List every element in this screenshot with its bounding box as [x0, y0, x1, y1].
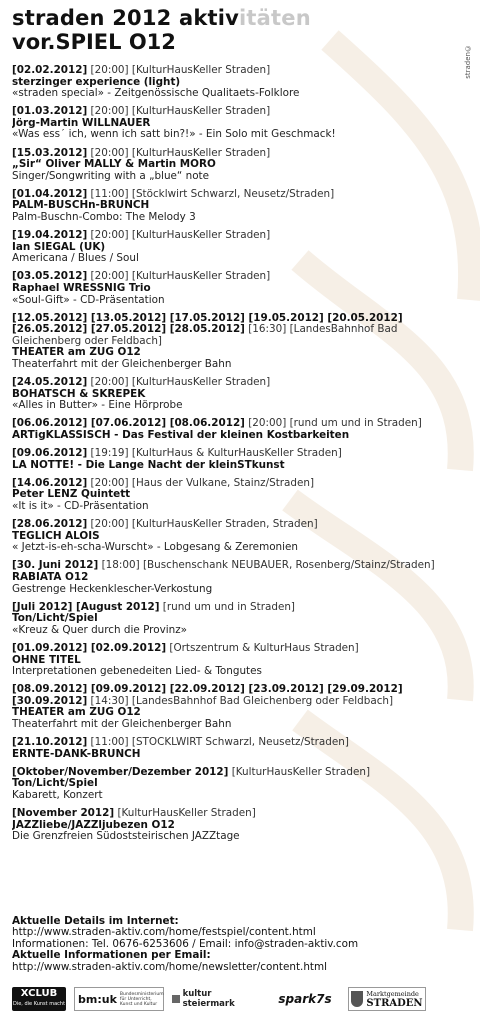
event-title: PALM-BUSCHn-BRUNCH: [12, 200, 150, 212]
event-dates: [01.04.2012]: [12, 188, 88, 200]
event-line: [12, 531, 474, 543]
event-title: Peter LENZ Quintett: [12, 489, 131, 501]
event-line: [12, 737, 474, 749]
event-line: [12, 88, 474, 100]
event-time-location: [20:00] [KulturHausKeller Straden]: [87, 147, 271, 159]
event-time-location: [rund um und in Straden]: [159, 601, 295, 613]
event-line: [12, 613, 474, 625]
event-line: [12, 253, 474, 265]
event-entry: [12, 519, 474, 554]
event-line: [12, 347, 474, 359]
event-line: [12, 696, 474, 708]
marktgemeinde-straden-logo: [348, 987, 426, 1011]
event-time-location: [20:00] [KulturHausKeller Straden]: [87, 230, 271, 242]
event-line: [12, 106, 474, 118]
event-line: [12, 542, 474, 554]
event-dates: [08.09.2012] [09.09.2012] [22.09.2012] [23.09.2012] [29.09.2012]: [12, 684, 403, 696]
event-title: Ton/Licht/Spiel: [12, 613, 98, 625]
event-title: Jörg-Martin WILLNAUER: [12, 117, 151, 129]
event-line: [12, 295, 474, 307]
event-line: [12, 159, 474, 171]
event-line: [12, 77, 474, 89]
event-dates: [21.10.2012]: [12, 737, 88, 749]
event-line: [12, 212, 474, 224]
event-dates: [30.09.2012]: [12, 695, 88, 707]
event-line: [12, 831, 474, 843]
event-description: «Kreuz & Quer durch die Provinz»: [12, 624, 188, 636]
event-title: TEGLICH ALOIS: [12, 530, 100, 542]
event-title: BOHATSCH & SKREPEK: [12, 388, 146, 400]
event-entry: [12, 560, 474, 595]
event-line: [12, 767, 474, 779]
event-dates: [15.03.2012]: [12, 147, 88, 159]
event-description: Singer/Songwriting with a „blue“ note: [12, 170, 210, 182]
event-entry: [12, 148, 474, 183]
event-dates: [02.02.2012]: [12, 65, 88, 76]
event-dates: [14.06.2012]: [12, 477, 88, 489]
xclub-logo: [12, 987, 66, 1011]
event-line: [12, 418, 474, 430]
event-time-location: [11:00] [STÖCKLWIRT Schwarzl, Neusetz/Straden]: [87, 737, 349, 749]
event-description: Gestrenge Heckenklescher-Verkostung: [12, 583, 213, 595]
event-line: [12, 560, 474, 572]
event-entry: [12, 808, 474, 843]
bmuk-logo: [74, 987, 164, 1011]
event-line: [12, 448, 474, 460]
event-time-location: [16:30] [LandesBahnhof Bad: [244, 324, 398, 336]
event-line: [12, 313, 474, 325]
event-description: Theaterfahrt mit der Gleichenberger Bahn: [12, 359, 232, 371]
event-dates: [November 2012]: [12, 808, 115, 820]
event-title: sterzinger experience (light): [12, 76, 181, 88]
event-line: [12, 171, 474, 183]
crest-icon: [351, 991, 363, 1007]
sponsor-footer: [12, 984, 474, 1014]
event-line: [12, 200, 474, 212]
event-line: [12, 666, 474, 678]
event-line: [12, 684, 474, 696]
event-time-location: [20:00] [KulturHausKeller Straden]: [87, 377, 271, 389]
title-fade: itäten: [239, 6, 311, 30]
event-description: Palm-Buschn-Combo: The Melody 3: [12, 212, 196, 224]
spark-text: spark7s: [278, 992, 332, 1006]
event-dates: [30. Juni 2012]: [12, 560, 99, 572]
spark7s-logo: [270, 987, 340, 1011]
event-entry: [12, 313, 474, 371]
event-title: RABIATA O12: [12, 571, 89, 583]
event-line: [12, 643, 474, 655]
event-list: [12, 65, 474, 849]
event-title: Ian SIEGAL (UK): [12, 241, 106, 253]
event-line: [12, 749, 474, 761]
event-line: [12, 778, 474, 790]
event-line: [12, 602, 474, 614]
event-dates: [Oktober/November/Dezember 2012]: [12, 766, 229, 778]
event-line: [12, 625, 474, 637]
event-time-location: [19:19] [KulturHaus & KulturHausKeller Straden]: [87, 448, 342, 460]
event-line: [12, 501, 474, 513]
event-time-location: [20:00] [rund um und in Straden]: [244, 418, 422, 430]
event-title: OHNE TITEL: [12, 654, 81, 666]
event-description: «Alles in Butter» - Eine Hörprobe: [12, 400, 183, 412]
event-time-location: [18:00] [Buschenschank NEUBAUER, Rosenberg/Stainz/Straden]: [98, 560, 435, 572]
event-title: THEATER am ZUG O12: [12, 707, 141, 719]
event-time-location: [KulturHausKeller Straden]: [228, 766, 370, 778]
title-main: straden 2012 aktiv: [12, 6, 240, 30]
event-description: Theaterfahrt mit der Gleichenberger Bahn: [12, 719, 232, 730]
event-title: JAZZliebe/JAZZljubezen O12: [12, 819, 175, 831]
event-time-location: [20:00] [KulturHausKeller Straden]: [87, 106, 271, 118]
event-line: [12, 400, 474, 412]
event-line: [12, 359, 474, 371]
event-time-location: Gleichenberg oder Feldbach]: [12, 335, 162, 347]
event-dates: [03.05.2012]: [12, 271, 88, 283]
page-title: [12, 6, 311, 30]
event-dates: [01.03.2012]: [12, 106, 88, 118]
event-line: [12, 324, 474, 336]
event-entry: [12, 230, 474, 265]
event-line: [12, 790, 474, 802]
event-line: [12, 478, 474, 490]
event-dates: [26.05.2012] [27.05.2012] [28.05.2012]: [12, 324, 245, 336]
event-line: [12, 430, 474, 442]
event-line: [12, 655, 474, 667]
event-time-location: [14:30] [LandesBahnhof Bad Gleichenberg oder Feldbach]: [87, 695, 394, 707]
event-time-location: [Ortszentrum & KulturHaus Straden]: [166, 642, 359, 654]
event-description: «Soul-Gift» - CD-Präsentation: [12, 294, 165, 306]
bmuk-text: bm:uk: [78, 992, 117, 1006]
event-time-location: [11:00] [Stöcklwirt Schwarzl, Neusetz/Straden]: [87, 188, 335, 200]
event-line: [12, 707, 474, 719]
event-description: «Was ess´ ich, wenn ich satt bin?!» - Ein Solo mit Geschmack!: [12, 129, 336, 141]
xclub-subtext: Die, die Kunst macht: [12, 1001, 66, 1007]
event-description: «It is it» - CD-Präsentation: [12, 501, 149, 512]
event-description: « Jetzt-is-eh-scha-Wurscht» - Lobgesang & Zeremonien: [12, 542, 299, 554]
event-dates: [12.05.2012] [13.05.2012] [17.05.2012] [19.05.2012] [20.05.2012]: [12, 312, 403, 324]
event-line: [12, 808, 474, 820]
straden-top-text: Marktgemeinde: [366, 990, 419, 998]
event-entry: [12, 377, 474, 412]
event-dates: [01.09.2012] [02.09.2012]: [12, 642, 167, 654]
event-dates: [28.06.2012]: [12, 519, 88, 531]
newsletter-link[interactable]: http://www.straden-aktiv.com/home/newsletter/content.html: [12, 961, 327, 973]
event-entry: [12, 271, 474, 306]
event-line: [12, 242, 474, 254]
event-line: [12, 489, 474, 501]
event-entry: [12, 65, 474, 100]
event-time-location: [20:00] [Haus der Vulkane, Stainz/Straden]: [87, 477, 315, 489]
event-line: [12, 377, 474, 389]
event-title: ARTigKLASSISCH - Das Festival der kleinen Kostbarkeiten: [12, 430, 350, 442]
event-line: [12, 230, 474, 242]
event-entry: [12, 478, 474, 513]
event-line: [12, 584, 474, 596]
event-line: [12, 271, 474, 283]
info-heading-email: Aktuelle Informationen per Email:: [12, 950, 211, 962]
event-title: Ton/Licht/Spiel: [12, 778, 98, 790]
event-line: [12, 65, 474, 77]
event-description: Die Grenzfreien Südoststeirischen JAZZtage: [12, 831, 240, 843]
event-entry: [12, 737, 474, 760]
event-entry: [12, 189, 474, 224]
event-description: Kabarett, Konzert: [12, 789, 103, 801]
event-title: THEATER am ZUG O12: [12, 347, 141, 359]
event-entry: [12, 418, 474, 441]
event-line: [12, 336, 474, 348]
event-time-location: [20:00] [KulturHausKeller Straden]: [87, 65, 271, 76]
event-description: Americana / Blues / Soul: [12, 253, 139, 265]
event-entry: [12, 602, 474, 637]
event-line: [12, 283, 474, 295]
info-section: [12, 916, 474, 973]
event-title: Raphael WRESSNIG Trio: [12, 283, 151, 294]
event-time-location: [KulturHausKeller Straden]: [114, 808, 256, 820]
contact-info: Informationen: Tel. 0676-6253606 / Email: info@straden-aktiv.com: [12, 938, 359, 950]
event-entry: [12, 767, 474, 802]
event-dates: [09.06.2012]: [12, 448, 88, 460]
event-line: [12, 148, 474, 160]
event-line: [12, 460, 474, 472]
event-line: [12, 389, 474, 401]
event-description: «straden special» - Zeitgenössische Qualitaets-Folklore: [12, 88, 300, 100]
event-title: „Sir“ Oliver MALLY & Martin MORO: [12, 159, 216, 171]
event-line: [12, 820, 474, 832]
event-description: Interpretationen gebenedeiten Lied- & Tongutes: [12, 666, 262, 678]
page-subtitle: vor.SPIEL O12: [12, 30, 176, 54]
event-dates: [24.05.2012]: [12, 377, 88, 389]
event-entry: [12, 684, 474, 730]
event-entry: [12, 448, 474, 471]
kultur-text: kultur steiermark: [182, 989, 235, 1009]
info-heading-internet: Aktuelle Details im Internet:: [12, 916, 179, 927]
xclub-text: XCLUB: [20, 988, 58, 999]
event-line: [12, 129, 474, 141]
event-title: LA NOTTE! - Die Lange Nacht der kleinSTkunst: [12, 459, 285, 471]
page-header: [12, 6, 311, 54]
event-dates: [06.06.2012] [07.06.2012] [08.06.2012]: [12, 418, 245, 430]
event-time-location: [20:00] [KulturHausKeller Straden, Straden]: [87, 519, 318, 531]
kultur-steiermark-logo: [172, 987, 262, 1011]
event-dates: [19.04.2012]: [12, 230, 88, 242]
festspiel-link[interactable]: http://www.straden-aktiv.com/home/festspiel/content.html: [12, 927, 316, 939]
event-dates: [Juli 2012] [August 2012]: [12, 601, 160, 613]
event-line: [12, 189, 474, 201]
straden-main-text: STRADEN: [366, 998, 423, 1009]
side-logo: straden©: [464, 44, 472, 79]
event-line: [12, 118, 474, 130]
kultur-square-icon: [172, 995, 180, 1003]
event-line: [12, 719, 474, 731]
event-line: [12, 519, 474, 531]
event-entry: [12, 106, 474, 141]
event-entry: [12, 643, 474, 678]
event-time-location: [20:00] [KulturHausKeller Straden]: [87, 271, 271, 283]
event-line: [12, 572, 474, 584]
bmuk-subtext: Bundesministerium für Unterricht, Kunst und Kultur: [119, 991, 164, 1007]
event-title: ERNTE-DANK-BRUNCH: [12, 748, 141, 760]
